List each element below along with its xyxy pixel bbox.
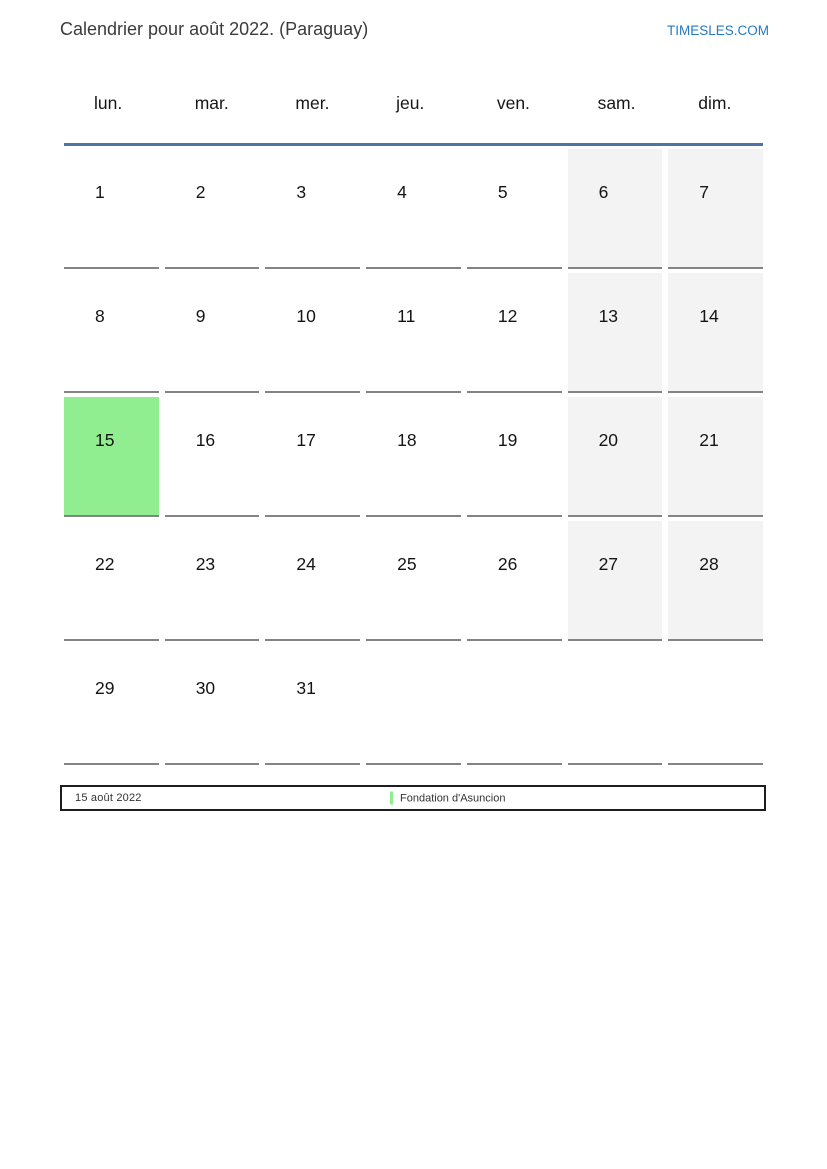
weekday-header-row xyxy=(64,86,763,146)
day-cell-empty xyxy=(366,645,461,765)
day-cell: 1 xyxy=(64,149,159,269)
day-cell-weekend: 20 xyxy=(568,397,663,517)
day-cell: 19 xyxy=(467,397,562,517)
calendar-grid xyxy=(64,149,763,765)
day-cell: 4 xyxy=(366,149,461,269)
weekday-header-sun: dim. xyxy=(698,93,732,113)
day-cell: 25 xyxy=(366,521,461,641)
day-cell: 26 xyxy=(467,521,562,641)
day-cell: 23 xyxy=(165,521,260,641)
legend-event xyxy=(390,792,505,805)
day-cell: 18 xyxy=(366,397,461,517)
day-cell: 31 xyxy=(265,645,360,765)
day-cell: 22 xyxy=(64,521,159,641)
day-cell-empty xyxy=(668,645,763,765)
day-cell: 5 xyxy=(467,149,562,269)
day-cell-empty xyxy=(467,645,562,765)
weekday-header-sat: sam. xyxy=(597,93,636,113)
day-cell-highlighted: 15 xyxy=(64,397,159,517)
day-cell-weekend: 6 xyxy=(568,149,663,269)
day-cell-empty xyxy=(568,645,663,765)
day-cell-weekend: 21 xyxy=(668,397,763,517)
weekday-header-tue: mar. xyxy=(194,93,229,113)
day-cell: 16 xyxy=(165,397,260,517)
day-cell: 11 xyxy=(366,273,461,393)
day-cell-weekend: 27 xyxy=(568,521,663,641)
day-cell: 17 xyxy=(265,397,360,517)
day-cell: 8 xyxy=(64,273,159,393)
day-cell-weekend: 28 xyxy=(668,521,763,641)
day-cell: 3 xyxy=(265,149,360,269)
weekday-header-fri: ven. xyxy=(496,93,530,113)
legend-date: 15 août 2022 xyxy=(75,792,142,804)
day-cell: 29 xyxy=(64,645,159,765)
day-cell: 12 xyxy=(467,273,562,393)
day-cell: 2 xyxy=(165,149,260,269)
day-cell-weekend: 14 xyxy=(668,273,763,393)
day-cell-weekend: 7 xyxy=(668,149,763,269)
day-cell-weekend: 13 xyxy=(568,273,663,393)
legend-box xyxy=(60,785,766,811)
legend-event-label: Fondation d'Asuncion xyxy=(400,792,506,804)
day-cell: 9 xyxy=(165,273,260,393)
day-cell: 30 xyxy=(165,645,260,765)
weekday-header-mon: lun. xyxy=(94,93,123,113)
day-cell: 24 xyxy=(265,521,360,641)
weekday-header-thu: jeu. xyxy=(396,93,425,113)
page-title: Calendrier pour août 2022. (Paraguay) xyxy=(60,19,369,39)
day-cell: 10 xyxy=(265,273,360,393)
weekday-header-wed: mer. xyxy=(295,93,330,113)
calendar xyxy=(64,86,763,765)
event-color-bar-icon xyxy=(390,792,393,805)
site-link[interactable]: TIMESLES.COM xyxy=(666,23,769,38)
